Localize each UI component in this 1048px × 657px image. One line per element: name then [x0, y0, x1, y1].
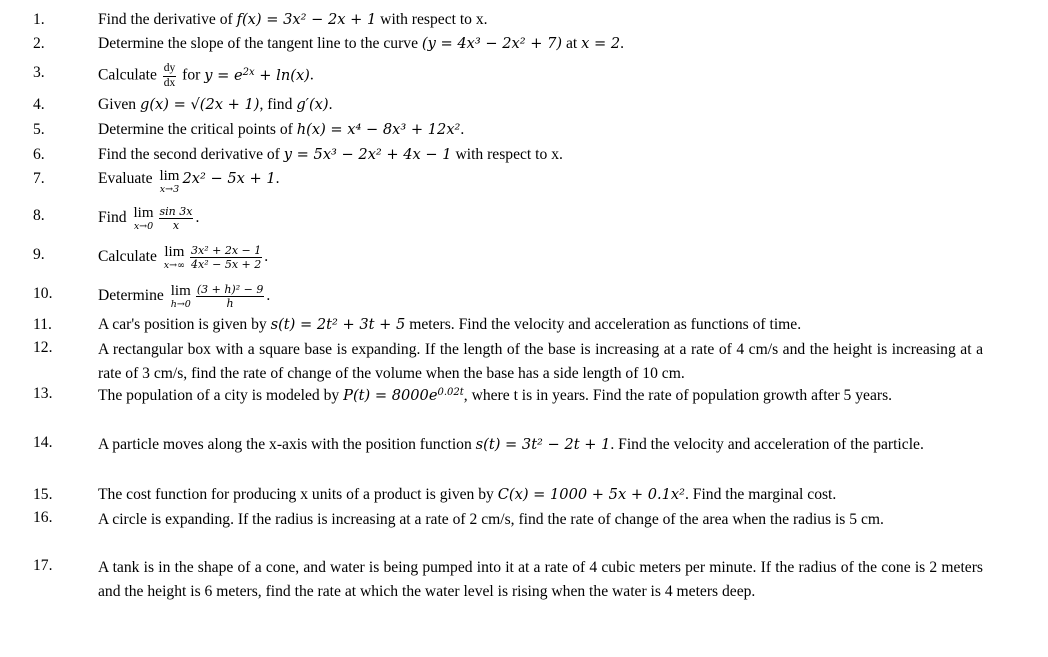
- math-expression: g(x) = √(2x + 1): [140, 96, 260, 113]
- math-expression: h(x) = x⁴ − 8x³ + 12x²: [296, 121, 461, 138]
- question-number: 5.: [33, 121, 45, 138]
- question-number: 6.: [33, 146, 45, 163]
- question-number: 8.: [33, 207, 45, 224]
- math-expression: f(x) = 3x² − 2x + 1: [236, 11, 377, 28]
- question-text: Determine the critical points of h(x) = x⁴ − 8x³ + 12x².: [98, 121, 465, 138]
- fraction: $\frac{\sin 3x}{x}$: [159, 205, 193, 232]
- question-text: A circle is expanding. If the radius is increasing at a rate of 2 cm/s, find the rate of change of the area when the radius is 5 cm.: [98, 511, 884, 528]
- question-number: 3.: [33, 64, 45, 81]
- math-expression: x = 2: [581, 35, 621, 52]
- question-text: Find the derivative of f(x) = 3x² − 2x + 1 with respect to x.: [98, 11, 488, 28]
- question-text: Find the second derivative of y = 5x³ − 2x² + 4x − 1 with respect to x.: [98, 146, 563, 163]
- question-text: Calculate lim x→∞ $\frac{\text{3x² + 2x − 1}}{\text{4x² − 5x + 2}}$ .: [98, 244, 269, 271]
- question-text: A rectangular box with a square base is expanding. If the length of the base is increasing at a rate of 4 cm/s and the height is increasing at a rate of 3 cm/s, find the rate of change of the volume when the base has a side length of 10 cm.: [98, 341, 983, 382]
- math-expression: $P(t) = 8000e^{0.02t}$: [343, 387, 464, 404]
- question-text: A particle moves along the x-axis with the position function s(t) = 3t² − 2t + 1. Find the velocity and acceleration of the particle.: [98, 436, 924, 453]
- question-text: Determine lim h→0 $\frac{\text{(3 + h)² − 9}}{h}$ .: [98, 283, 271, 310]
- question-text: A car's position is given by s(t) = 2t² + 3t + 5 meters. Find the velocity and acceleration as functions of time.: [98, 316, 802, 333]
- limit-operator: lim x→3: [159, 168, 180, 195]
- math-expression: y = 5x³ − 2x² + 4x − 1: [283, 146, 452, 163]
- question-number: 2.: [33, 35, 45, 52]
- question-text: A tank is in the shape of a cone, and water is being pumped into it at a rate of 4 cubic meters per minute. If the radius of the cone is 2 meters and the height is 6 meters, find the rate at which the water level is rising when the water is 4 meters deep.: [98, 559, 983, 600]
- question-number: 17.: [33, 557, 53, 574]
- question-text: The population of a city is modeled by $P(t) = 8000e^{0.02t}$, where t is in years. Find the rate of population growth after 5 years.: [98, 387, 893, 404]
- math-expression: s(t) = 2t² + 3t + 5: [270, 316, 406, 333]
- question-text: Calculate $\frac{dy}{dx}$ for $y = e^{2x} + \ln(x)$.: [98, 62, 314, 89]
- question-number: 1.: [33, 11, 45, 28]
- question-text: Determine the slope of the tangent line to the curve (y = 4x³ − 2x² + 7) at x = 2.: [98, 35, 625, 52]
- limit-operator: lim x→0: [133, 205, 154, 232]
- math-expression: (y = 4x³ − 2x² + 7): [421, 35, 563, 52]
- question-number: 13.: [33, 385, 53, 402]
- math-expression: s(t) = 3t² − 2t + 1: [475, 436, 611, 453]
- question-number: 4.: [33, 96, 45, 113]
- fraction: $\frac{\text{(3 + h)² − 9}}{h}$: [196, 283, 264, 310]
- question-number: 12.: [33, 339, 53, 356]
- limit-operator: lim x→∞: [163, 244, 186, 271]
- question-number: 10.: [33, 285, 53, 302]
- math-expression: 2x² − 5x + 1: [182, 170, 276, 187]
- fraction: $\frac{dy}{dx}$: [163, 62, 176, 89]
- question-number: 15.: [33, 486, 53, 503]
- question-number: 7.: [33, 170, 45, 187]
- question-text: The cost function for producing x units of a product is given by C(x) = 1000 + 5x + 0.1x². Find the marginal cost.: [98, 486, 837, 503]
- question-text: Evaluate lim x→3 2x² − 5x + 1.: [98, 168, 280, 195]
- math-expression: g′(x): [296, 96, 329, 113]
- fraction: $\frac{\text{3x² + 2x − 1}}{\text{4x² − 5x + 2}}$: [191, 244, 262, 271]
- question-number: 11.: [33, 316, 52, 333]
- question-text: Given g(x) = √(2x + 1), find g′(x).: [98, 96, 333, 113]
- question-number: 16.: [33, 509, 53, 526]
- question-number: 9.: [33, 246, 45, 263]
- math-expression: $y = e^{2x} + \ln(x)$: [204, 66, 310, 84]
- question-number: 14.: [33, 434, 53, 451]
- limit-operator: lim h→0: [170, 283, 191, 310]
- question-text: Find lim x→0 $\frac{\sin 3x}{x}$ .: [98, 205, 200, 232]
- math-expression: C(x) = 1000 + 5x + 0.1x²: [497, 486, 685, 503]
